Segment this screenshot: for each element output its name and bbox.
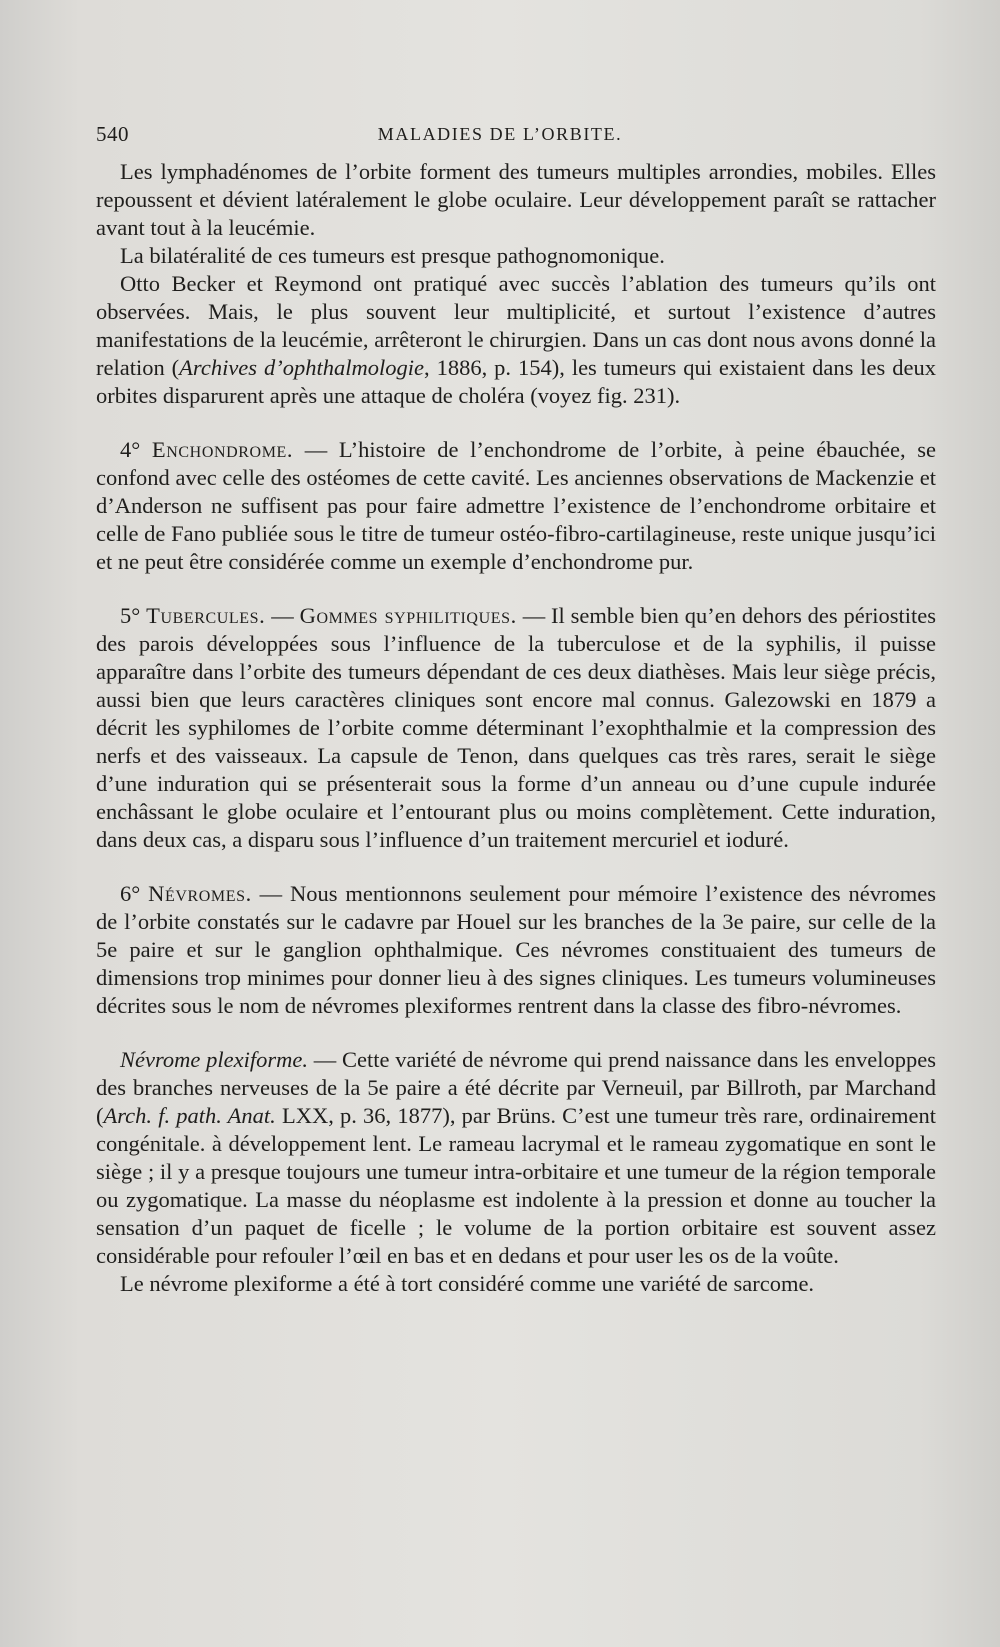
paragraph — [96, 242, 936, 270]
text-run: — L’histoire de l’enchondrome de l’orbite, à peine ébauchée, se confond avec celle des ostéomes de cette cavité. Les anciennes observations de Mackenzie et d’Anderson ne suffisent pas pour faire admettre l’existence de l’enchondrome orbitaire et celle de Fano publiée sous le titre de tumeur ostéo-fibro-cartilagineuse, reste unique jusqu’ici et ne peut être considérée comme un exemple d’enchondrome pur. — [96, 437, 936, 574]
text-run: — — [265, 603, 300, 628]
section-heading: Névromes. — [148, 881, 252, 906]
paragraph — [96, 436, 936, 576]
paragraph — [96, 880, 936, 1020]
text-run: — Nous mentionnons seulement pour mémoire l’existence des névromes de l’orbite constatés sur le cadavre par Houel sur les branches de la 3e paire, sur celle de la 5e paire et sur le ganglion ophthalmique. Ces névromes constituaient des tumeurs de dimensions trop minimes pour donner lieu à des signes cliniques. Les tumeurs volumineuses décrites sous le nom de névromes plexiformes rentrent dans la classe des fibro-névromes. — [96, 881, 936, 1018]
text-run: , 1886, p. 154), les tumeurs qui existaient dans les deux orbites disparurent après une attaque de choléra (voyez fig. 231). — [96, 355, 936, 408]
body-text — [96, 158, 936, 1298]
text-run: 6° — [120, 881, 149, 906]
italic-text: Archives d’ophthalmologie — [179, 355, 424, 380]
paragraph — [96, 602, 936, 854]
text-run: La bilatéralité de ces tumeurs est presque pathognomonique. — [120, 243, 665, 268]
paragraph — [96, 158, 936, 242]
section-heading: Enchondrome. — [151, 437, 294, 462]
text-run: Le névrome plexiforme a été à tort considéré comme une variété de sarcome. — [120, 1271, 815, 1296]
text-run: Otto Becker et Reymond ont pratiqué avec succès l’ablation des tumeurs qu’ils ont observées. Mais, le plus souvent leur multiplicité, et surtout l’existence d’autres manifestations de la leucémie, arrêteront le chirurgien. Dans un cas dont nous avons donné la relation ( — [96, 271, 936, 380]
paragraph — [96, 1270, 936, 1298]
italic-text: Arch. f. path. Anat. — [103, 1103, 276, 1128]
page-number: 540 — [96, 122, 129, 146]
running-title: MALADIES DE L’ORBITE. — [377, 124, 623, 144]
text-run: — Cette variété de névrome qui prend naissance dans les enveloppes des branches nerveuses de la 5e paire a été décrite par Verneuil, par Billroth, par Marchand ( — [96, 1047, 936, 1128]
text-run: Les lymphadénomes de l’orbite forment des tumeurs multiples arrondies, mobiles. Elles repoussent et dévient latéralement le globe oculaire. Leur développement paraît se rattacher avant tout à la leucémie. — [96, 159, 936, 240]
paragraph — [96, 1046, 936, 1270]
section-heading: Tubercules. — [146, 603, 266, 628]
italic-text: Névrome plexiforme. — [120, 1047, 308, 1072]
paragraph — [96, 270, 936, 410]
text-run: — Il semble bien qu’en dehors des périostites des parois développées sous l’influence de la tuberculose et de la syphilis, il puisse apparaître dans l’orbite des tumeurs dépendant de ces deux diathèses. Mais leur siège précis, aussi bien que leurs caractères cliniques sont encore mal connus. Galezowski en 1879 a décrit les syphilomes de l’orbite comme déterminant l’exophthalmie et la compression des nerfs et des vaisseaux. La capsule de Tenon, dans quelques cas très rares, serait le siège d’une induration qui se présenterait sous la forme d’un anneau ou d’une cupule indurée enchâssant le globe oculaire et l’entourant plus ou moins complètement. Cette induration, dans deux cas, a disparu sous l’influence d’un traitement mercuriel et ioduré. — [96, 603, 937, 852]
text-run: 4° — [120, 437, 152, 462]
section-heading: Gommes syphilitiques. — [299, 603, 517, 628]
page-header — [96, 122, 904, 152]
text-run: LXX, p. 36, 1877), par Brüns. C’est une tumeur très rare, ordinairement congénitale. à développement lent. Le rameau lacrymal et le rameau zygomatique en sont le siège ; il y a presque toujours une tumeur intra-orbitaire et une tumeur de la région temporale ou zygomatique. La masse du néoplasme est indolente à la pression et donne au toucher la sensation d’un paquet de ficelle ; le volume de la portion orbitaire est souvent assez considérable pour refouler l’œil en bas et en dedans et pour user les os de la voûte. — [96, 1103, 936, 1268]
text-run: 5° — [120, 603, 147, 628]
